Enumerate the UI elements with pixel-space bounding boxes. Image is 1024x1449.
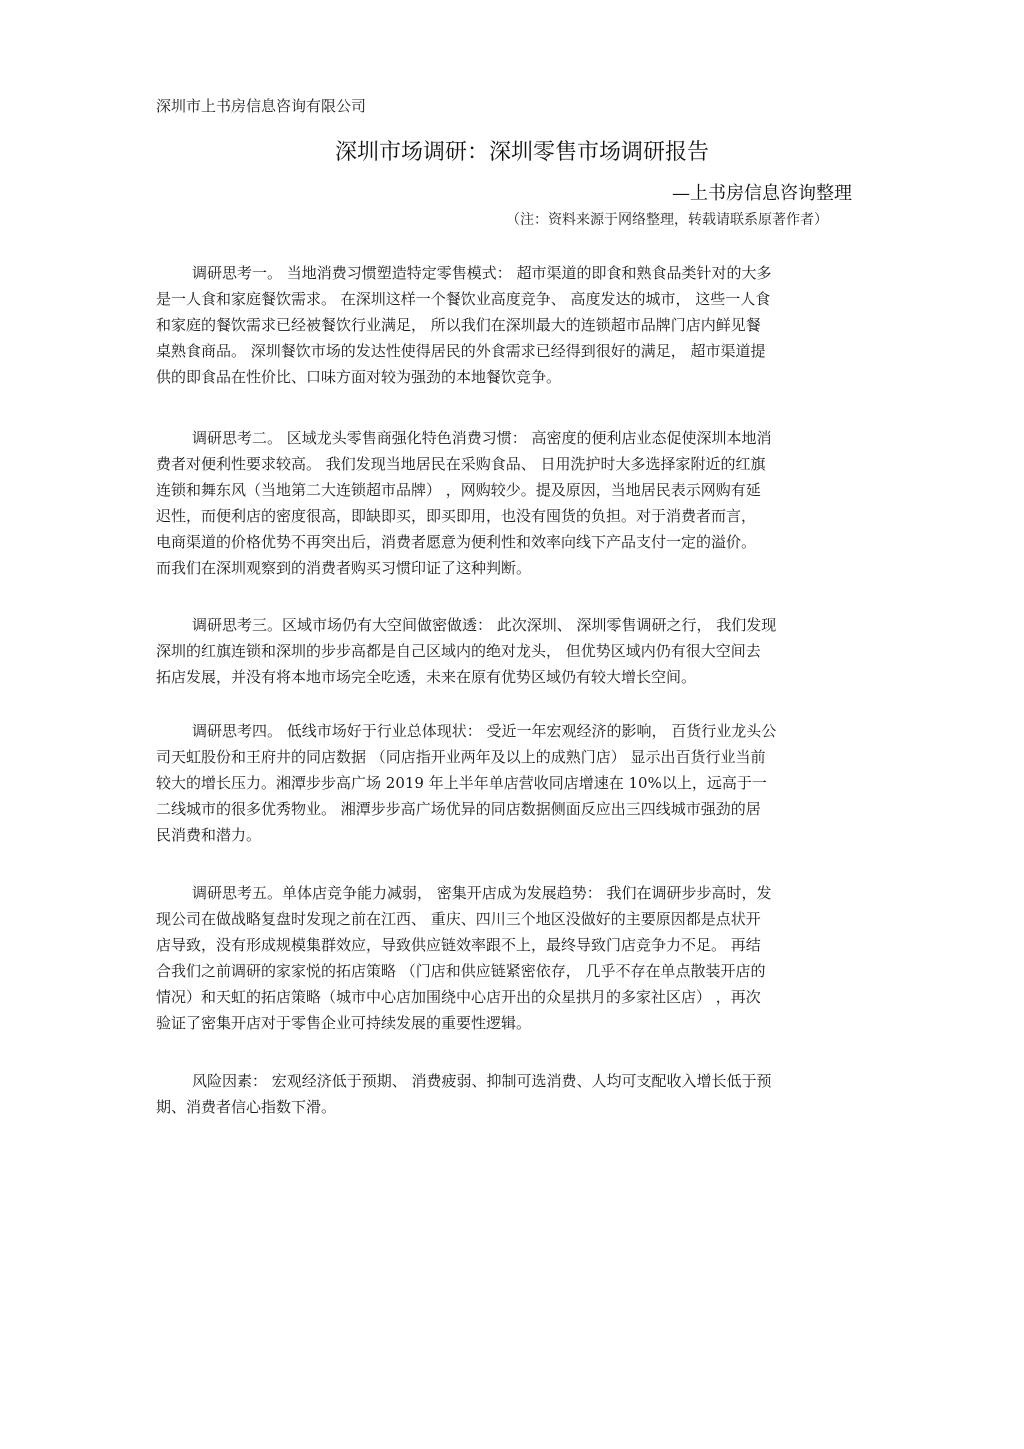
paragraph-line: 二线城市的很多优秀物业。 湘潭步步高广场优异的同店数据侧面反应出三四线城市强劲的居 [156,800,761,818]
paragraph-line: 民消费和潜力。 [156,826,262,844]
paragraph-4 [156,718,866,848]
document-title: 深圳市场调研：深圳零售市场调研报告 [334,140,709,165]
paragraph-line: 期、消费者信心指数下滑。 [156,1098,337,1116]
paragraph-line: 调研思考五。单体店竞争能力减弱， 密集开店成为发展趋势： 我们在调研步步高时，发 [192,884,772,902]
company-name: 深圳市上书房信息咨询有限公司 [156,97,367,115]
paragraph-line: 是一人食和家庭餐饮需求。 在深圳这样一个餐饮业高度竞争、 高度发达的城市， 这些一人食 [156,290,771,308]
paragraph-line: 店导致，没有形成规模集群效应，导致供应链效率跟不上，最终导致门店竞争力不足。 再结 [156,936,761,954]
paragraph-line: 拓店发展，并没有将本地市场完全吃透，未来在原有优势区域仍有较大增长空间。 [156,668,697,686]
paragraph-line: 调研思考一。 当地消费习惯塑造特定零售模式： 超市渠道的即食和熟食品类针对的大多 [192,264,772,282]
paragraph-line: 验证了密集开店对于零售企业可持续发展的重要性逻辑。 [156,1014,532,1032]
paragraph-line: 连锁和舞东风（当地第二大连锁超市品牌） ，网购较少。提及原因，当地居民表示网购有延 [156,481,761,499]
byline: —上书房信息咨询整理 [672,183,852,204]
paragraph-line: 而我们在深圳观察到的消费者购买习惯印证了这种判断。 [156,559,532,577]
paragraph-line: 调研思考二。 区域龙头零售商强化特色消费习惯： 高密度的便利店业态促使深圳本地消 [192,429,772,447]
paragraph-line: 较大的增长压力。湘潭步步高广场 2019 年上半年单店营收同店增速在 10%以上，远高于一 [156,774,767,792]
paragraph-line: 司天虹股份和王府井的同店数据 （同店指开业两年及以上的成熟门店） 显示出百货行业当前 [156,748,766,766]
paragraph-5 [156,880,866,1036]
paragraph-line: 迟性，而便利店的密度很高，即缺即买，即买即用，也没有囤货的负担。对于消费者而言， [156,507,757,525]
source-note: （注：资料来源于网络整理，转载请联系原著作者） [506,212,828,228]
paragraph-2 [156,425,866,581]
paragraph-line: 供的即食品在性价比、口味方面对较为强劲的本地餐饮竞争。 [156,368,562,386]
risk-factors [156,1068,866,1120]
paragraph-line: 调研思考四。 低线市场好于行业总体现状： 受近一年宏观经济的影响， 百货行业龙头公 [192,722,777,740]
paragraph-3 [156,612,866,690]
paragraph-line: 风险因素： 宏观经济低于预期、 消费疲弱、抑制可选消费、人均可支配收入增长低于预 [192,1072,772,1090]
paragraph-line: 桌熟食商品。 深圳餐饮市场的发达性使得居民的外食需求已经得到很好的满足， 超市渠道提 [156,342,766,360]
paragraph-line: 费者对便利性要求较高。 我们发现当地居民在采购食品、 日用洗护时大多选择家附近的红旗 [156,455,766,473]
paragraph-line: 现公司在做战略复盘时发现之前在江西、 重庆、四川三个地区没做好的主要原因都是点状开 [156,910,761,928]
paragraph-line: 电商渠道的价格优势不再突出后，消费者愿意为便利性和效率向线下产品支付一定的溢价。 [156,533,757,551]
paragraph-1 [156,260,866,390]
paragraph-line: 和家庭的餐饮需求已经被餐饮行业满足， 所以我们在深圳最大的连锁超市品牌门店内鲜见餐 [156,316,761,334]
paragraph-line: 调研思考三。区域市场仍有大空间做密做透： 此次深圳、 深圳零售调研之行， 我们发现 [192,616,777,634]
paragraph-line: 情况）和天虹的拓店策略（城市中心店加围绕中心店开出的众星拱月的多家社区店） ，再次 [156,988,761,1006]
paragraph-line: 合我们之前调研的家家悦的拓店策略 （门店和供应链紧密依存， 几乎不存在单点散装开店的 [156,962,766,980]
paragraph-line: 深圳的红旗连锁和深圳的步步高都是自己区域内的绝对龙头， 但优势区域内仍有很大空间去 [156,642,761,660]
